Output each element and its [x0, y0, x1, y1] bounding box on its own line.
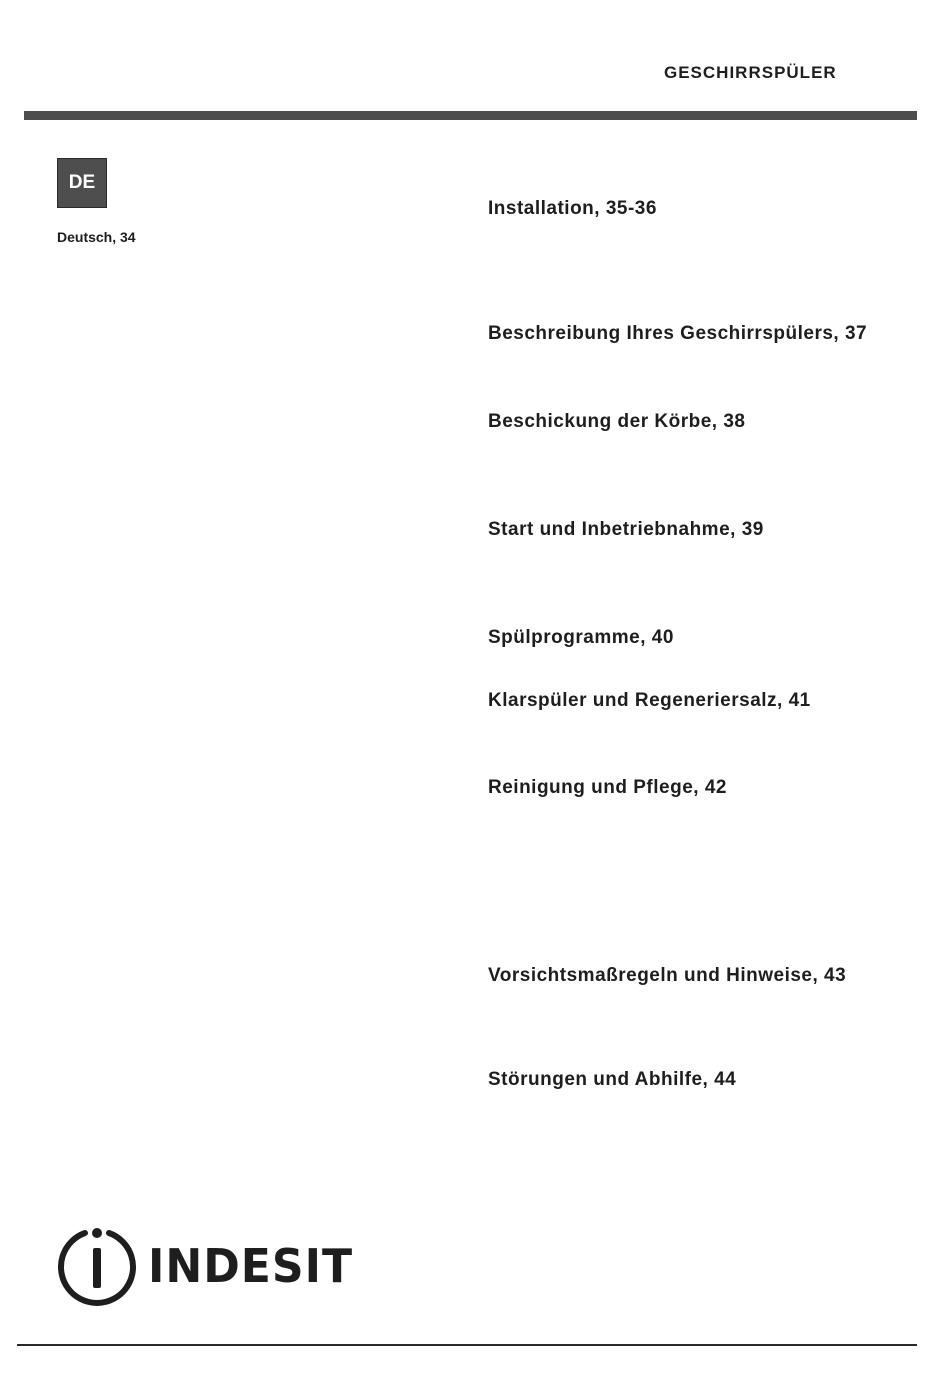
document-title: GESCHIRRSPÜLER	[664, 63, 837, 82]
footer-divider	[17, 1344, 917, 1346]
toc-item-stoerungen[interactable]: Störungen und Abhilfe, 44	[488, 1069, 737, 1090]
language-badge-label: DE	[68, 172, 96, 193]
toc-item-beschickung[interactable]: Beschickung der Körbe, 38	[488, 411, 746, 432]
indesit-logo	[58, 1224, 358, 1306]
logo-wordmark: INDESIT	[148, 1239, 353, 1293]
toc-item-vorsichtsmassregeln[interactable]: Vorsichtsmaßregeln und Hinweise, 43	[488, 965, 847, 986]
header-divider	[24, 111, 917, 120]
toc-item-installation[interactable]: Installation, 35-36	[488, 198, 657, 219]
toc-item-spuelprogramme[interactable]: Spülprogramme, 40	[488, 627, 674, 648]
language-badge	[57, 158, 107, 208]
toc-item-start[interactable]: Start und Inbetriebnahme, 39	[488, 519, 764, 540]
toc-item-beschreibung[interactable]: Beschreibung Ihres Geschirrspülers, 37	[488, 323, 868, 344]
toc-item-reinigung[interactable]: Reinigung und Pflege, 42	[488, 777, 727, 798]
toc-item-klarspueler[interactable]: Klarspüler und Regeneriersalz, 41	[488, 690, 811, 711]
circle-i-icon	[58, 1224, 358, 1306]
language-link-deutsch[interactable]: Deutsch, 34	[57, 229, 136, 245]
